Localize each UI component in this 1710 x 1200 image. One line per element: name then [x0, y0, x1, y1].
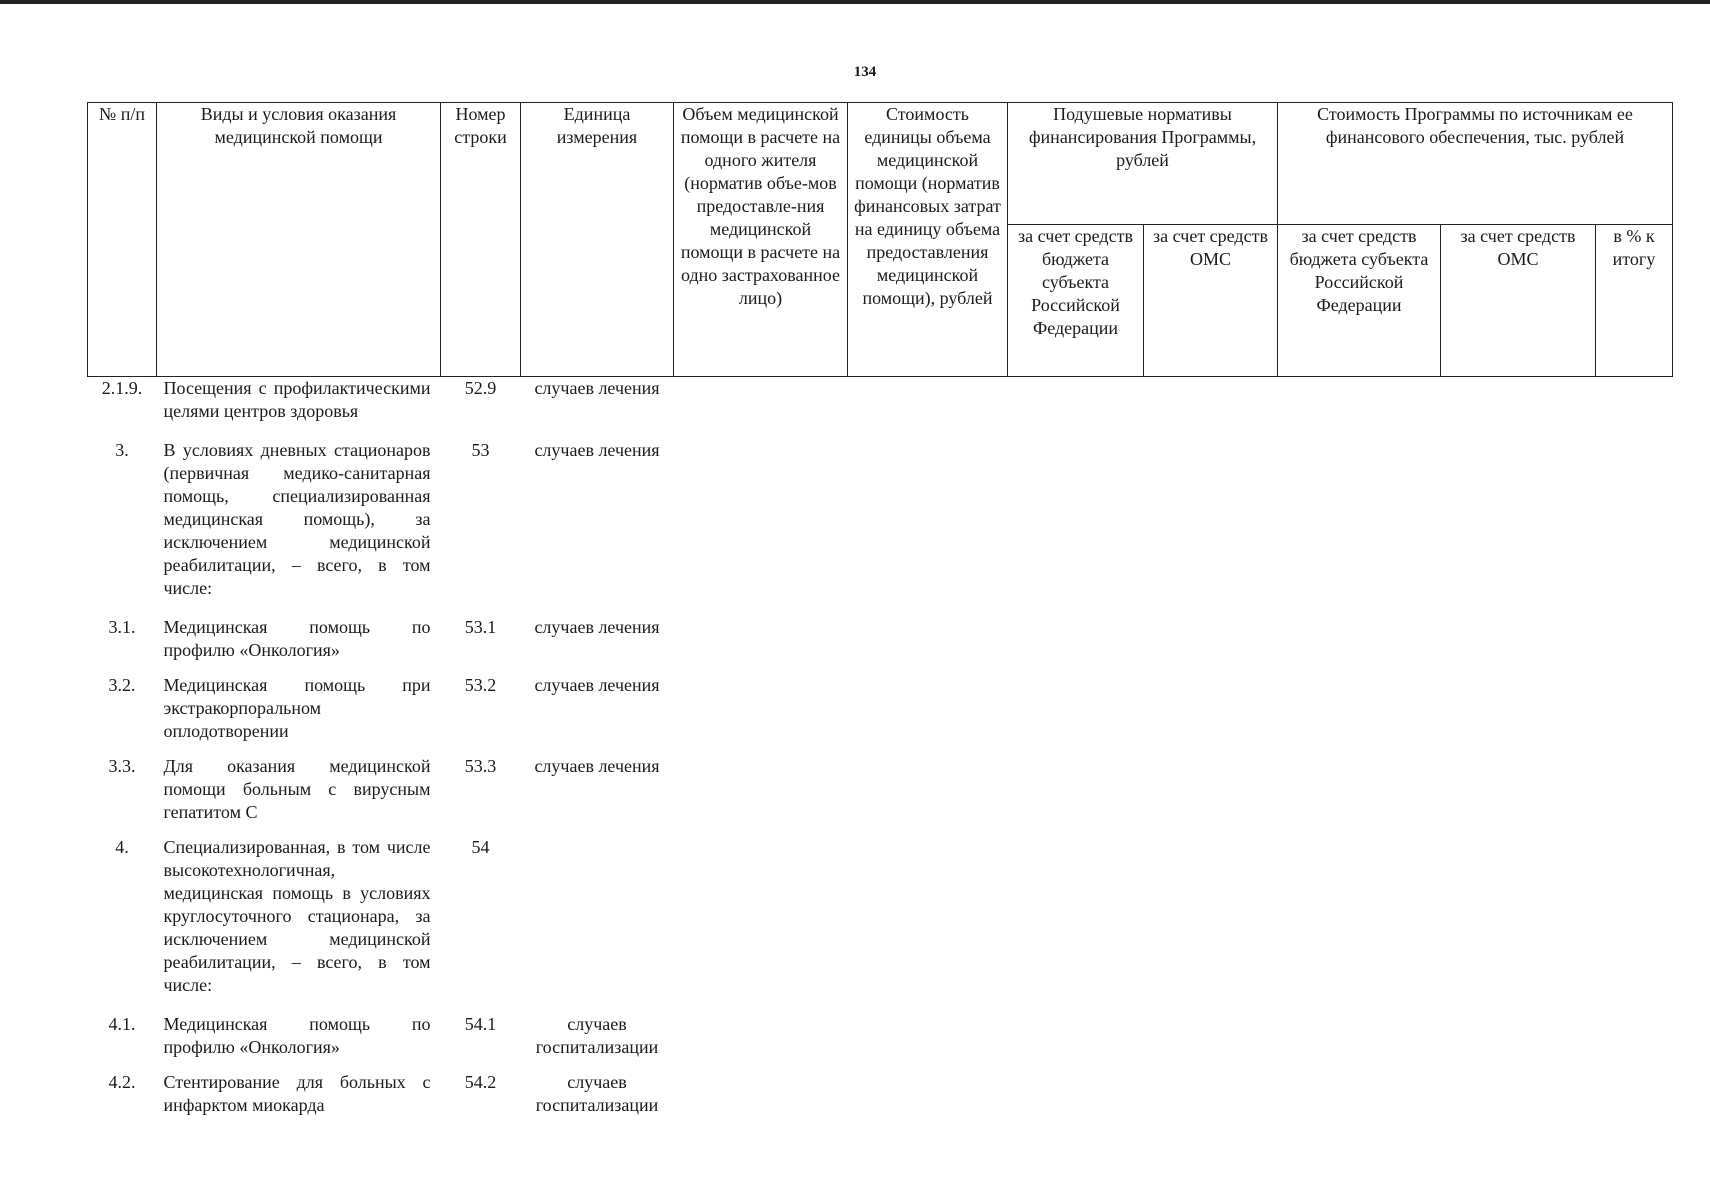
header-sub-oms: за счет средств ОМС	[1144, 225, 1278, 377]
row-unit: случаев госпитализации	[535, 1072, 659, 1115]
top-border-rule	[0, 0, 1710, 4]
table-row	[88, 616, 1673, 662]
row-num: 3.3.	[108, 756, 136, 776]
header-types: Виды и условия оказания медицинской помощи	[157, 103, 441, 377]
header-sub-prog-budget: за счет средств бюджета субъекта Российской Федерации	[1278, 225, 1441, 377]
row-num: 3.2.	[108, 675, 136, 695]
row-name: Стентирование для больных с инфарктом миокарда	[163, 1072, 431, 1115]
table-row	[88, 377, 1673, 424]
row-unit	[521, 836, 674, 997]
row-num: 4.2.	[108, 1072, 136, 1092]
header-program-cost: Стоимость Программы по источникам ее финансового обеспечения, тыс. рублей	[1278, 103, 1673, 225]
row-num: 4.	[115, 837, 129, 857]
header-num: № п/п	[88, 103, 157, 377]
row-name: Медицинская помощь по профилю «Онкология»	[163, 1014, 431, 1057]
row-line-number: 53	[471, 440, 490, 460]
header-cost: Стоимость единицы объема медицинской помощи (норматив финансовых затрат на единицу объема предоставления медицинской помощи), рублей	[848, 103, 1008, 377]
row-line-number: 53.2	[464, 675, 497, 695]
header-volume: Объем медицинской помощи в расчете на одного жителя (норматив объе-мов предоставле-ния медицинской помощи в расчете на одно застрахованное лицо)	[674, 103, 848, 377]
row-name: Медицинская помощь при экстракорпоральном оплодотворении	[163, 675, 431, 741]
header-row-number: Номер строки	[441, 103, 521, 377]
table-header	[88, 103, 1673, 377]
row-name: Для оказания медицинской помощи больным с вирусным гепатитом С	[163, 756, 431, 822]
row-line-number: 54.1	[464, 1014, 497, 1034]
table-row	[88, 674, 1673, 743]
table-row	[88, 439, 1673, 600]
row-name: Специализированная, в том числе высокотехнологичная, медицинская помощь в условиях круглосуточного стационара, за исключением медицинской реабилитации, – всего, в том числе:	[163, 837, 431, 995]
row-unit: случаев лечения	[534, 675, 660, 695]
row-line-number: 52.9	[464, 378, 497, 398]
row-line-number: 54.2	[464, 1072, 497, 1092]
row-unit: случаев лечения	[534, 378, 660, 398]
table-row	[88, 1071, 1673, 1117]
header-sub-prog-oms: за счет средств ОМС	[1441, 225, 1596, 377]
row-name: В условиях дневных стационаров (первичная медико-санитарная помощь, специализированная медицинская помощь), за исключением медицинской реабилитации, – всего, в том числе:	[163, 440, 431, 598]
page-number: 134	[853, 64, 877, 80]
row-name: Медицинская помощь по профилю «Онкология»	[163, 617, 431, 660]
row-num: 2.1.9.	[101, 378, 143, 398]
table-row	[88, 1013, 1673, 1059]
table-body	[88, 377, 1673, 1118]
program-cost-table	[87, 102, 1673, 1117]
row-name: Посещения с профилактическими целями центров здоровья	[163, 378, 431, 421]
header-sub-percent: в % к итогу	[1596, 225, 1673, 377]
table-row	[88, 755, 1673, 824]
row-line-number: 53.3	[464, 756, 497, 776]
header-per-capita: Подушевые нормативы финансирования Программы, рублей	[1008, 103, 1278, 225]
row-num: 3.1.	[108, 617, 136, 637]
table-row	[88, 836, 1673, 997]
row-unit: случаев лечения	[534, 440, 660, 460]
row-num: 3.	[115, 440, 129, 460]
header-sub-budget: за счет средств бюджета субъекта Российской Федерации	[1008, 225, 1144, 377]
header-unit: Единица измерения	[521, 103, 674, 377]
row-line-number: 54	[471, 837, 490, 857]
row-line-number: 53.1	[464, 617, 497, 637]
row-num: 4.1.	[108, 1014, 136, 1034]
row-unit: случаев госпитализации	[535, 1014, 659, 1057]
row-unit: случаев лечения	[534, 617, 660, 637]
row-unit: случаев лечения	[534, 756, 660, 776]
